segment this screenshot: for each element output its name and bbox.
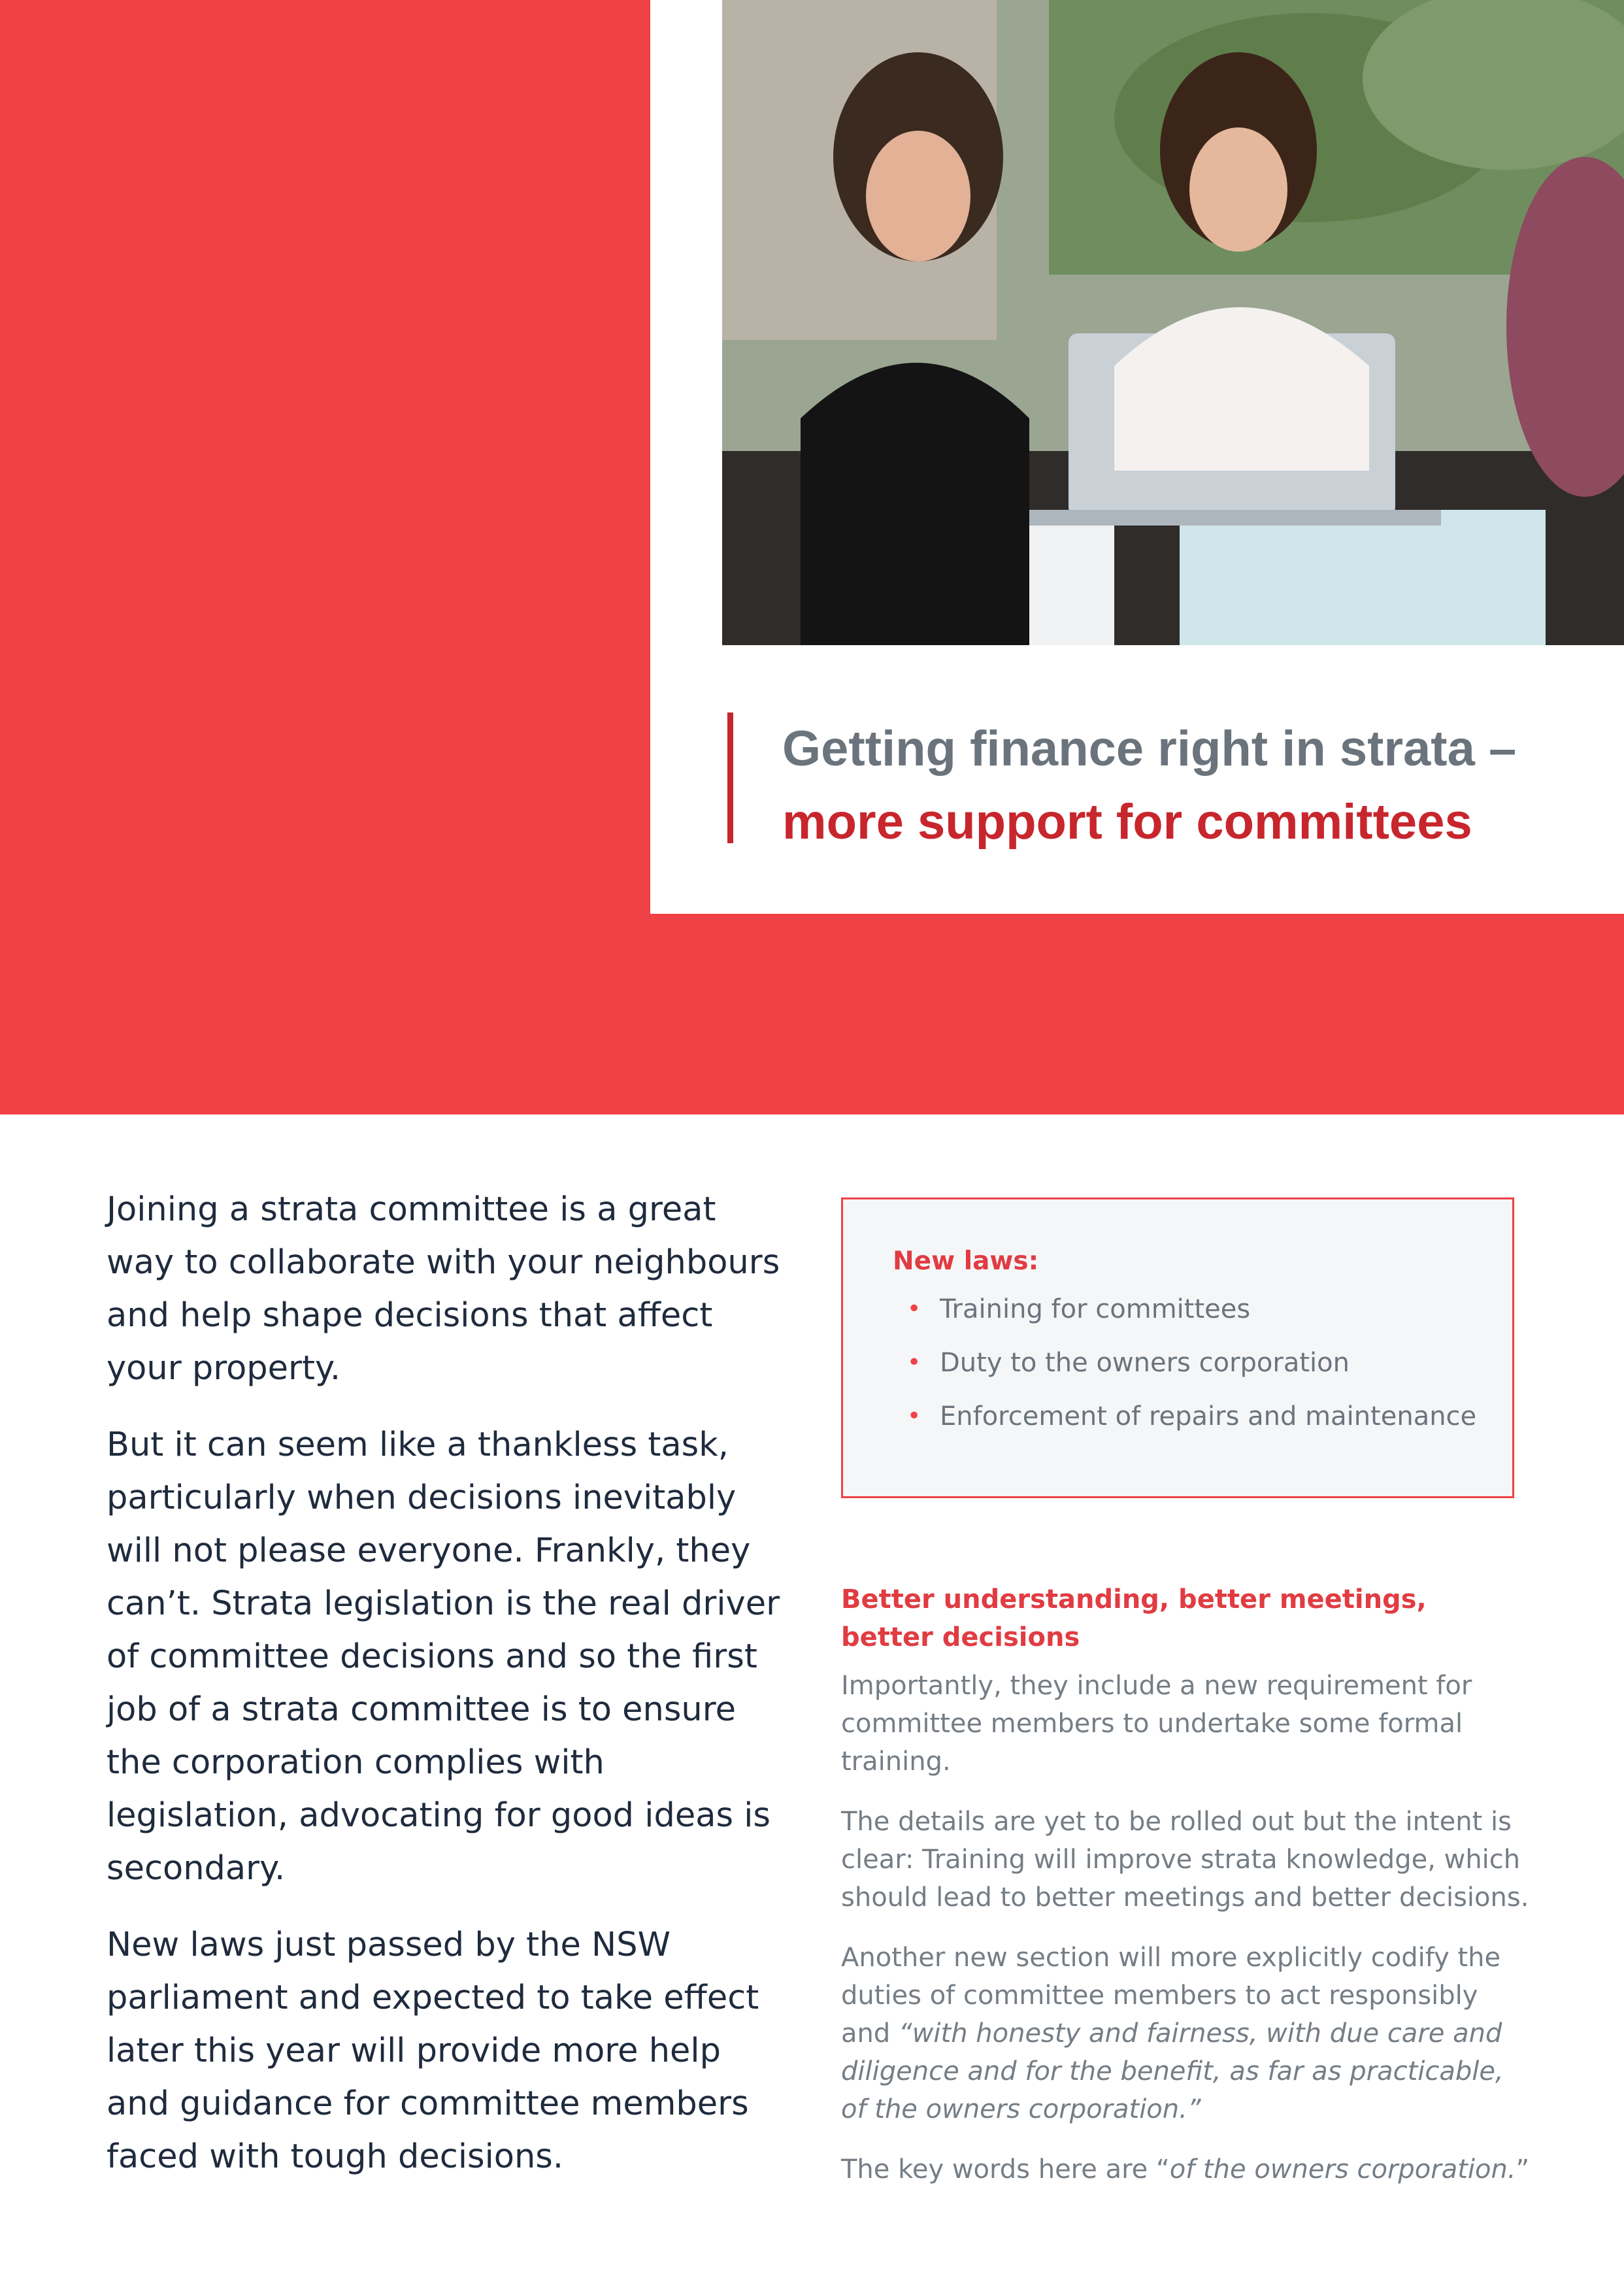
section-paragraph-3 [841,1939,1534,2128]
title-line-1: Getting finance right in strata – [782,721,1517,777]
article-section [841,1581,1534,2211]
list-item [893,1336,1512,1390]
section-heading-line-2: better decisions [841,1622,1080,1652]
section-heading [841,1581,1534,1656]
section-heading-line-1: Better understanding, better meetings, [841,1584,1427,1615]
red-background-band [0,914,1624,1114]
section-paragraph-1: Importantly, they include a new requirement for committee members to undertake some formal training. [841,1671,1472,1777]
list-item-label: Duty to the owners corporation [940,1348,1350,1378]
title-line-2: more support for committees [782,794,1472,850]
list-item [893,1282,1512,1336]
list-item-label: Enforcement of repairs and maintenance [940,1401,1477,1431]
callout-heading: New laws: [893,1247,1039,1276]
list-item-label: Training for committees [940,1294,1251,1324]
key-words-italic: of the owners corporation. [1169,2154,1516,2184]
bullet-icon: • [907,1349,921,1376]
photo-illustration [722,0,1624,645]
key-words-prefix: The key words here are “ [841,2154,1170,2184]
bullet-icon: • [907,1403,921,1430]
intro-column [107,1183,786,2207]
section-paragraph-2: The details are yet to be rolled out but the intent is clear: Training will improve strata knowledge, which should lead to better meetings and better decisions. [841,1807,1529,1913]
new-laws-callout [841,1197,1514,1498]
key-words-suffix: ” [1516,2154,1530,2184]
intro-paragraph-2: But it can seem like a thankless task, particularly when decisions inevitably will not please everyone. Frankly, they can’t. Strata legislation is the real driver of committee decisions and so the first job of a strata committee is to ensure the corporation complies with legislation, advocating for good ideas is secondary. [107,1426,780,1888]
intro-paragraph-1: Joining a strata committee is a great way to collaborate with your neighbours and help shape decisions that affect your property. [107,1190,780,1388]
section-paragraph-4 [841,2151,1534,2188]
section-paragraph-3-text: Another new section will more explicitly codify the duties of committee members to act responsibly and [841,1943,1501,2049]
new-laws-list [893,1282,1512,1443]
list-item [893,1390,1512,1443]
intro-paragraph-3: New laws just passed by the NSW parliament and expected to take effect later this year will provide more help and guidance for committee members faced with tough decisions. [107,1926,759,2176]
legislation-quote: “with honesty and fairness, with due care and diligence and for the benefit, as far as practicable, of the owners corporation.” [841,2018,1504,2124]
page-title [727,712,1577,850]
photo-of-women-at-laptop [722,0,1624,645]
bullet-icon: • [907,1296,921,1322]
